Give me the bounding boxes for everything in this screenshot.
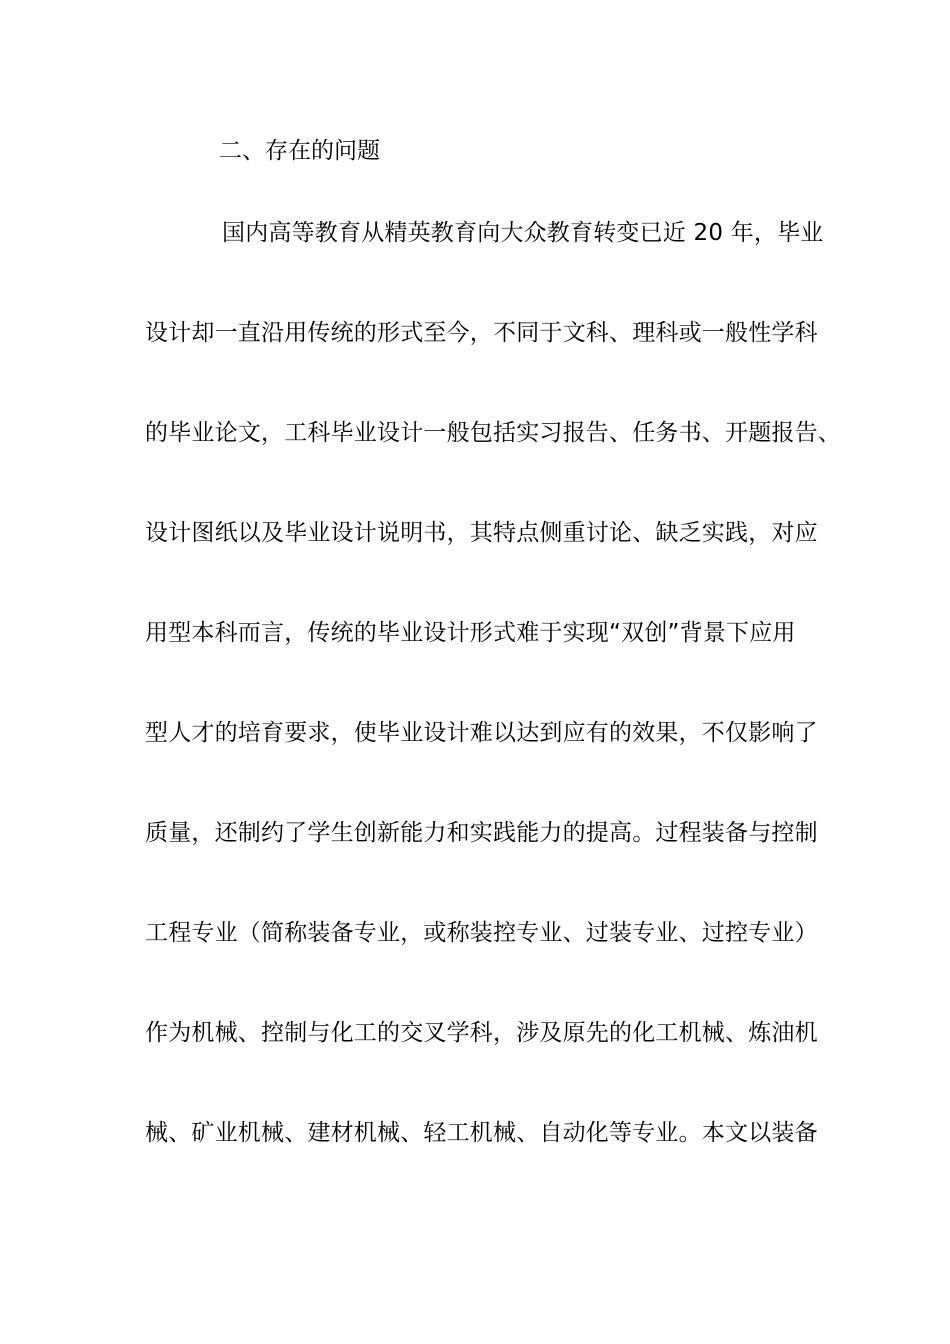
text-line: 用型本科而言，传统的毕业设计形式难于实现“双创”背景下应用 xyxy=(145,620,796,646)
text-line: 质量，还制约了学生创新能力和实践能力的提高。过程装备与控制 xyxy=(145,820,818,846)
text-line: 作为机械、控制与化工的交叉学科，涉及原先的化工机械、炼油机 xyxy=(145,1020,818,1046)
text-line: 设计图纸以及毕业设计说明书，其特点侧重讨论、缺乏实践，对应 xyxy=(145,520,818,546)
section-heading: 二、存在的问题 xyxy=(219,138,380,164)
text-line: 国内高等教育从精英教育向大众教育转变已近 20 年，毕业 xyxy=(222,220,824,246)
text-line: 械、矿业机械、建材机械、轻工机械、自动化等专业。本文以装备 xyxy=(145,1120,818,1146)
body-paragraph xyxy=(145,210,841,1210)
text-line: 型人才的培育要求，使毕业设计难以达到应有的效果，不仅影响了 xyxy=(145,720,818,746)
text-line: 的毕业论文，工科毕业设计一般包括实习报告、任务书、开题报告、 xyxy=(145,420,841,446)
text-line: 设计却一直沿用传统的形式至今，不同于文科、理科或一般性学科 xyxy=(145,320,818,346)
text-line: 工程专业（简称装备专业，或称装控专业、过装专业、过控专业） xyxy=(145,920,818,946)
